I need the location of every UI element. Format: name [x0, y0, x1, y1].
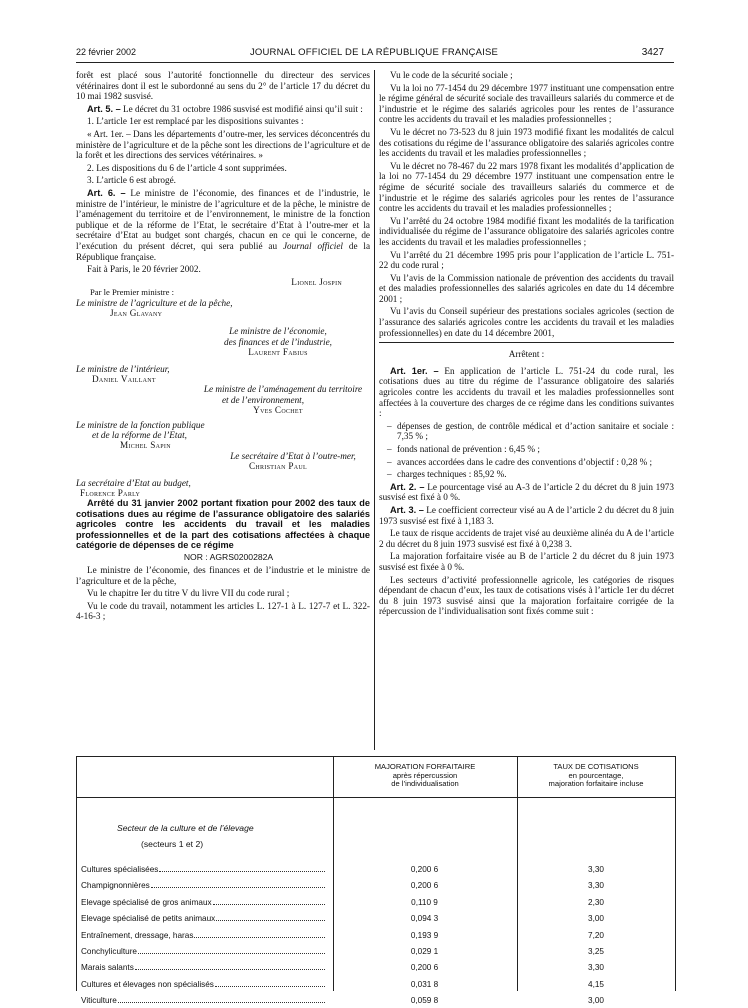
row-label: Cultures spécialisées	[81, 865, 159, 874]
article-label: Art. 3. –	[390, 504, 424, 515]
column-divider	[374, 70, 375, 750]
paragraph: La majoration forfaitaire visée au B de l’article 2 du décret du 8 juin 1973 susvisé est fixée à 0 %.	[379, 551, 674, 572]
paragraph: 3. L’article 6 est abrogé.	[87, 175, 176, 186]
paragraph: forêt est placé sous l’autorité fonctionnelle du directeur des services vétérinaires dont il est le subordonné au sens du 2° de l’article 17 du décret du 10 mai 1982 susvisé.	[76, 70, 370, 102]
leader-dots	[118, 1001, 325, 1003]
list-item: – fonds national de prévention : 6,45 % ;	[389, 444, 674, 455]
signatory-name: Michel Sapin	[120, 440, 171, 451]
table-row	[77, 925, 675, 943]
row-majoration: 0,059 8	[410, 996, 439, 1006]
row-label: Marais salants	[81, 963, 134, 973]
article-text: En application de l’article L. 751-24 du code rural, les cotisations dues au titre du régime de l’assurance obligatoire des salariés agricoles contre les accidents du travail et les maladies professionnelles sont affectées à la couverture des charges de ce régime dans les conditions suivantes :	[379, 365, 674, 419]
signatory-name: Laurent Fabius	[248, 347, 308, 358]
row-taux: 3,30	[588, 881, 604, 891]
row-label-wrap	[81, 947, 325, 956]
article-6	[76, 188, 370, 262]
article-text: Le ministre de l’économie, des finances et de l’industrie, le ministre de l’intérieur, le ministre de l’agriculture et de la pêche, le ministre de l’aménagement du territoire et de l’environnement, le ministre de la fonction publique et de la réforme de l’Etat, le secrétaire d’Etat à l’outre-mer et la secrétaire d’Etat au budget sont chargés, chacun en ce qui le concerne, de l’exécution du présent décret, qui sera publié au	[76, 187, 371, 251]
signatory-name: Daniel Vaillant	[92, 373, 156, 384]
arretent-heading: Arrêtent :	[508, 349, 545, 360]
row-taux: 3,30	[588, 963, 604, 973]
row-majoration: 0,200 6	[410, 881, 439, 891]
signatory-name: Christian Paul	[248, 461, 308, 472]
header-rule	[76, 62, 674, 63]
signatory-title: des finances et de l’industrie,	[224, 336, 332, 347]
row-taux: 2,30	[588, 897, 604, 907]
article-1	[379, 366, 674, 419]
row-majoration: 0,029 1	[410, 947, 439, 956]
table-header-rule	[77, 797, 675, 798]
header-line: MAJORATION FORFAITAIRE	[374, 762, 476, 771]
paragraph: 1. L’article 1er est remplacé par les dispositions suivantes :	[87, 116, 304, 127]
nor-reference: NOR : AGRS0200282A	[183, 552, 274, 563]
paragraph: Vu le code du travail, notamment les articles L. 127-1 à L. 127-7 et L. 322-4-16-3 ;	[76, 600, 370, 622]
rates-table	[76, 756, 676, 1006]
signatory-title: Le ministre de l’intérieur,	[76, 363, 170, 374]
signatory-title: La secrétaire d’Etat au budget,	[76, 477, 191, 488]
leader-dots	[194, 936, 325, 938]
signatory-title: Le ministre de l’aménagement du territoire	[203, 384, 363, 395]
quoted-article: « Art. 1er. – Dans les départements d’outre-mer, les services déconcentrés du ministère de l’agriculture et de la pêche sont les directions de l’agriculture et de la forêt et les directions des services vétérinaires. »	[76, 128, 370, 161]
leader-dots	[138, 952, 325, 954]
row-taux: 3,25	[588, 947, 604, 956]
row-majoration: 0,200 6	[410, 865, 439, 874]
signatory-name: Yves Cochet	[253, 405, 303, 416]
row-majoration: 0,193 9	[410, 930, 439, 940]
list-item: – avances accordées dans le cadre des conventions d’objectif : 0,28 % ;	[389, 457, 674, 468]
table-row	[77, 859, 675, 877]
row-taux: 3,30	[588, 865, 604, 874]
row-label-wrap	[81, 898, 325, 907]
leader-dots	[135, 968, 325, 970]
row-label: Viticulture	[81, 996, 117, 1006]
row-label: Entraînement, dressage, haras	[81, 930, 194, 940]
header-page-number: 3427	[641, 47, 664, 58]
signatory-title: et de la réforme de l’Etat,	[92, 429, 187, 440]
article-label: Art. 6. –	[87, 187, 126, 198]
list-item: – dépenses de gestion, de contrôle médical et d’action sanitaire et sociale : 7,35 % ;	[389, 421, 674, 442]
article-label: Art. 1er. –	[390, 365, 439, 376]
paragraph: Le ministre de l’économie, des finances et de l’industrie et le ministre de l’agriculture et de la pêche,	[76, 565, 370, 586]
table-row	[77, 875, 675, 893]
header-date: 22 février 2002	[76, 47, 137, 57]
header-line: après répercussion	[392, 770, 458, 780]
row-label: Conchyliculture	[81, 947, 137, 956]
paragraph: Vu le chapitre Ier du titre V du livre VII du code rural ;	[87, 588, 290, 599]
row-label-wrap	[81, 865, 325, 874]
table-row	[77, 974, 675, 992]
paragraph: Le taux de risque accidents de trajet visé au deuxième alinéa du A de l’article 2 du décret du 8 juin 1973 susvisé est fixé à 0,238 3.	[379, 528, 674, 549]
section-rule	[379, 342, 674, 343]
leader-dots	[216, 919, 325, 921]
leader-dots	[215, 985, 325, 987]
row-label-wrap	[81, 931, 325, 940]
row-label: Cultures et élevages non spécialisés	[81, 979, 214, 989]
visa: Vu le décret no 73-523 du 8 juin 1973 modifié fixant les modalités de calcul des cotisations du régime de l’assurance obligatoire des salariés agricoles contre les accidents du travail et les maladies professionnelles ;	[379, 126, 674, 159]
allocation-list	[379, 421, 674, 480]
table-row	[77, 908, 675, 926]
header-line: en pourcentage,	[568, 770, 624, 780]
article-text: Le décret du 31 octobre 1986 susvisé est modifié ainsi qu’il suit :	[123, 103, 363, 114]
row-taux: 3,00	[588, 914, 604, 924]
left-column	[76, 70, 370, 624]
article-label: Art. 5. –	[87, 103, 121, 114]
header-line: majoration forfaitaire incluse	[548, 779, 644, 789]
signatory-title: Le secrétaire d’Etat à l’outre-mer,	[230, 450, 356, 461]
leader-dots	[213, 903, 325, 905]
visa: Vu le code de la sécurité sociale ;	[390, 70, 513, 80]
signatory-pm: Lionel Jospin	[291, 276, 342, 287]
row-label-wrap	[81, 980, 325, 989]
journal-name: Journal officiel	[282, 240, 343, 251]
visa: Vu l’avis de la Commission nationale de prévention des accidents du travail et des maladies professionnelles des salariés agricoles en date du 14 décembre 2001 ;	[379, 272, 674, 304]
row-taux: 7,20	[588, 930, 604, 940]
article-text: Le pourcentage visé au A-3 de l’article 2 du décret du 8 juin 1973 susvisé est fixé à 0 %.	[379, 481, 674, 503]
signatory-title: Le ministre de l’économie,	[229, 326, 327, 337]
header-line: TAUX DE COTISATIONS	[553, 762, 639, 771]
row-label-wrap	[81, 963, 325, 972]
table-row	[77, 892, 675, 910]
row-majoration: 0,110 9	[411, 897, 438, 907]
paragraph: 2. Les dispositions du 6 de l’article 4 sont supprimées.	[87, 162, 287, 173]
row-label-wrap	[81, 914, 325, 923]
row-taux: 3,00	[588, 996, 604, 1006]
row-label: Elevage spécialisé de gros animaux	[81, 897, 212, 907]
article-3	[379, 505, 674, 526]
signatory-name: Jean Glavany	[110, 307, 163, 318]
decree-title: Arrêté du 31 janvier 2002 portant fixation pour 2002 des taux de cotisations dues au régime de l’assurance obligatoire des salariés agricoles contre les accidents du travail et les maladies professionnelles et de la part des cotisations affectées à chaque catégorie de dépenses de ce régime	[76, 498, 370, 551]
table-header-majoration	[333, 763, 517, 789]
row-label: Champignonnières	[81, 881, 150, 891]
signatory-intro: Par le Premier ministre :	[90, 287, 175, 298]
leader-dots	[151, 886, 325, 888]
table-section-subtitle: (secteurs 1 et 2)	[141, 839, 204, 849]
leader-dots	[159, 870, 325, 872]
visa: Vu l’avis du Conseil supérieur des prestations sociales agricoles (section de l’assurance des salariés agricoles contre les accidents du travail et les maladies professionnelles) en date du 14 décembre 2001,	[379, 306, 674, 338]
row-majoration: 0,094 3	[410, 914, 439, 924]
visa: Vu l’arrêté du 21 décembre 1995 pris pour l’application de l’article L. 751-22 du code rural ;	[379, 249, 674, 271]
table-row	[77, 941, 675, 959]
signatory-title: et de l’environnement,	[221, 394, 305, 405]
header-journal-title: JOURNAL OFFICIEL DE LA RÉPUBLIQUE FRANÇAISE	[249, 47, 499, 58]
visa: Vu la loi no 77-1454 du 29 décembre 1977 instituant une compensation entre le régime général de sécurité sociale des travailleurs salariés du commerce et de l’industrie et le régime des salariés agricoles pour les rentes de l’assurance contre les accidents du travail et les maladies professionnelles ;	[379, 82, 674, 125]
article-text: Le coefficient correcteur visé au A de l’article 2 du décret du 8 juin 1973 susvisé est fixé à 1,183 3.	[379, 504, 674, 526]
article-5	[76, 104, 370, 115]
row-label-wrap	[81, 881, 325, 890]
row-label-wrap	[81, 996, 325, 1005]
table-row	[77, 990, 675, 1008]
table-header-taux	[517, 763, 675, 789]
signature-date: Fait à Paris, le 20 février 2002.	[87, 264, 201, 275]
row-majoration: 0,031 8	[410, 979, 439, 989]
row-label: Elevage spécialisé de petits animaux	[81, 914, 216, 924]
header-line: de l’individualisation	[391, 779, 459, 789]
paragraph: Les secteurs d’activité professionnelle agricole, les catégories de risques dépendant de chacun d’eux, les taux de cotisations visés à l’article 1er du décret du 8 juin 1973 susvisé ainsi que la majoration forfaitaire corrigée de la répercussion de l’individualisation sont fixés comme suit :	[379, 574, 674, 617]
row-majoration: 0,200 6	[410, 963, 439, 973]
list-item: – charges techniques : 85,92 %.	[389, 469, 674, 480]
signatory-title: Le ministre de la fonction publique	[76, 419, 205, 430]
article-text-end: de la République française.	[76, 240, 371, 262]
article-2	[379, 482, 674, 503]
article-label: Art. 2. –	[390, 481, 425, 492]
signatory-title: Le ministre de l’agriculture et de la pêche,	[76, 297, 233, 308]
table-section-title: Secteur de la culture et de l’élevage	[117, 823, 254, 833]
visa: Vu l’arrêté du 24 octobre 1984 modifié fixant les modalités de la tarification individualisée du régime de l’assurance obligatoire des salariés agricoles contre les accidents du travail et les maladies professionnelles ;	[379, 215, 674, 247]
table-row	[77, 957, 675, 975]
signatory-name: Florence Parly	[80, 488, 141, 498]
right-column	[379, 70, 674, 619]
row-taux: 4,15	[588, 979, 604, 989]
visa: Vu le décret no 78-467 du 22 mars 1978 fixant les modalités d’application de la loi no 77-1454 du 29 décembre 1977 instituant une compensation entre le régime de sécurité sociale des travailleurs salariés du commerce et de l’industrie et le régime des salariés agricoles pour les rentes de l’assurance contre les accidents du travail et les maladies professionnelles ;	[379, 160, 674, 214]
